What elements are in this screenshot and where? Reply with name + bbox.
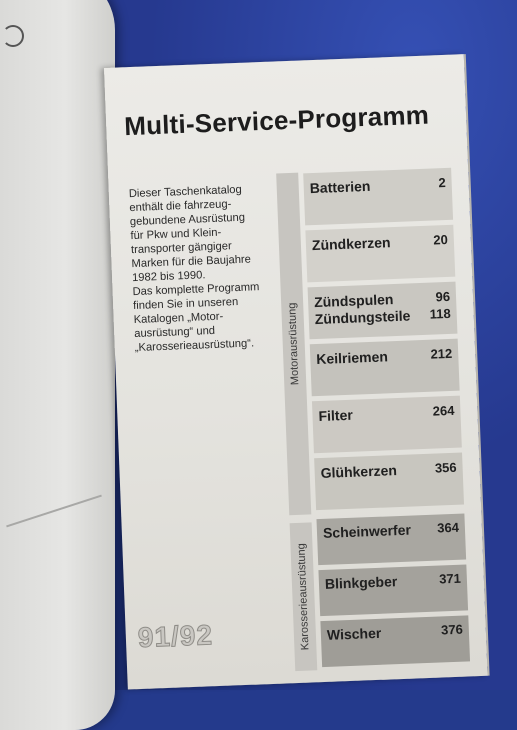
index-entry (308, 282, 458, 340)
index-entry (312, 396, 462, 454)
page-fold-line (6, 495, 102, 528)
intro-line: für Pkw und Klein- (130, 226, 222, 243)
entry-page: 371 (438, 570, 462, 587)
index-entry (305, 225, 455, 283)
intro-line: gebundene Ausrüstung (129, 211, 246, 229)
entry-page: 96 (435, 288, 451, 305)
body-group-strip (290, 522, 318, 671)
index-entry (320, 615, 470, 667)
left-page (0, 0, 115, 730)
intro-line: enthält die fahrzeug- (129, 198, 232, 215)
intro-text (129, 182, 275, 355)
entry-name: Keilriemen (316, 347, 389, 367)
entry-page: 376 (440, 621, 464, 638)
entry-name: Wischer (326, 624, 382, 643)
intro-line: ausrüstung“ und (134, 324, 216, 341)
intro-line: transporter gängiger (130, 240, 232, 257)
entry-name: Zündungsteile (314, 306, 411, 327)
intro-line: Marken für die Baujahre (131, 253, 252, 271)
entry-page: 2 (438, 174, 446, 191)
index-entry (316, 513, 466, 565)
motor-group-label: Motorausrüstung (286, 302, 302, 386)
entry-page: 20 (433, 231, 449, 248)
intro-line: Das komplette Programm (132, 281, 260, 299)
entry-page: 118 (429, 305, 451, 322)
index-entry (314, 453, 464, 511)
index-entry (310, 339, 460, 397)
index-entry (318, 564, 468, 616)
entry-page: 264 (432, 402, 455, 419)
edition-year: 91/92 (137, 619, 214, 654)
intro-line: Dieser Taschenkatalog (128, 183, 242, 201)
entry-page: 212 (430, 345, 453, 362)
body-group-label: Karosserieausrüstung (295, 543, 312, 651)
intro-line: finden Sie in unseren (132, 296, 239, 313)
entry-name: Glühkerzen (320, 461, 398, 481)
entry-name: Blinkgeber (324, 572, 398, 592)
intro-line: Katalogen „Motor- (133, 310, 224, 327)
catalog-page (104, 54, 488, 689)
intro-line: 1982 bis 1990. (131, 269, 206, 285)
ring-mark (2, 25, 24, 47)
entry-name: Zündspulen (313, 290, 394, 310)
entry-name: Filter (318, 406, 354, 424)
intro-line: „Karosserieausrüstung“. (134, 337, 255, 355)
index-entry (303, 168, 453, 226)
entry-name: Zündkerzen (311, 233, 391, 253)
page-title: Multi-Service-Programm (123, 99, 430, 142)
entry-name: Batterien (309, 177, 371, 196)
entry-name: Scheinwerfer (322, 521, 412, 541)
entry-page: 364 (436, 519, 460, 536)
entry-page: 356 (434, 459, 457, 476)
